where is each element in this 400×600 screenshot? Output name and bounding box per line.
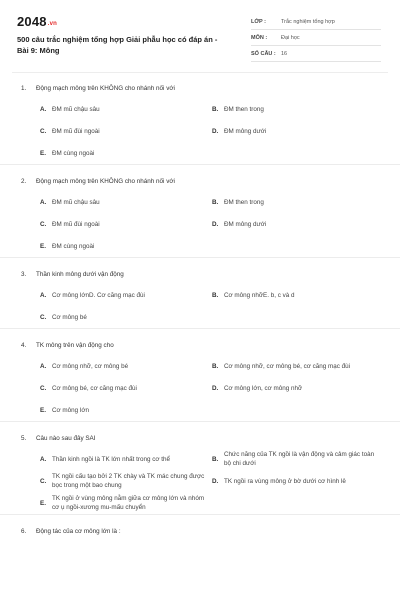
meta-value: Đại học — [281, 34, 300, 41]
answer-option[interactable] — [40, 470, 212, 492]
question-list — [0, 72, 400, 537]
option-text: Cơ mông lớn, cơ mông nhỡ — [224, 384, 303, 392]
page-header — [0, 0, 400, 72]
option-list — [0, 444, 400, 514]
question-header — [0, 175, 400, 187]
answer-option[interactable] — [212, 470, 384, 492]
option-text: ĐM cùng ngoài — [52, 149, 95, 157]
option-text: TK ngồi cấu tạo bởi 2 TK chày và TK mác chung được bọc trong một bao chung — [52, 473, 205, 489]
answer-option[interactable] — [40, 142, 212, 164]
answer-option[interactable] — [212, 98, 384, 120]
question-block — [0, 422, 400, 515]
option-letter: B. — [212, 455, 219, 463]
question-number: 5. — [21, 434, 27, 442]
question-block — [0, 329, 400, 422]
option-text: Cơ mông bé — [52, 313, 87, 321]
answer-option[interactable] — [212, 284, 384, 306]
question-text: Câu nào sau đây SAI — [36, 434, 96, 442]
question-header — [0, 268, 400, 280]
option-text: TK ngồi ra vùng mông ở bờ dưới cơ hình lê — [224, 477, 346, 485]
quiz-title: 500 câu trắc nghiệm tổng hợp Giải phẫu học có đáp án - Bài 9: Mông — [17, 35, 218, 55]
option-letter: B. — [212, 291, 219, 299]
option-text: ĐM then trong — [224, 198, 264, 206]
option-text: Chức năng của TK ngồi là vận động và cảm giác toàn bộ chi dưới — [224, 451, 375, 467]
answer-option[interactable] — [40, 235, 212, 257]
question-header — [0, 339, 400, 351]
option-letter: C. — [40, 220, 47, 228]
option-letter: C. — [40, 384, 47, 392]
answer-option[interactable] — [212, 355, 384, 377]
option-letter: A. — [40, 105, 47, 113]
question-block — [0, 515, 400, 537]
option-text: ĐM mông dưới — [224, 220, 267, 228]
option-letter: A. — [40, 291, 47, 299]
answer-option[interactable] — [40, 355, 212, 377]
option-letter: D. — [212, 384, 219, 392]
question-text: Thần kinh mông dưới vận động — [36, 270, 124, 278]
option-letter: B. — [212, 362, 219, 370]
answer-option[interactable] — [40, 98, 212, 120]
option-letter: E. — [40, 149, 46, 157]
logo-tld: .vn — [47, 21, 58, 27]
meta-value: Trắc nghiệm tổng hợp — [281, 18, 335, 25]
answer-option[interactable] — [40, 377, 212, 399]
option-text: Cơ mông nhỡ, cơ mông bé — [52, 362, 129, 370]
option-letter: C. — [40, 127, 47, 135]
question-number: 6. — [21, 527, 27, 535]
option-letter: E. — [40, 242, 46, 250]
question-text: TK mông trên vận động cho — [36, 341, 114, 349]
meta-value: 16 — [281, 50, 288, 57]
option-letter: B. — [212, 105, 219, 113]
option-text: ĐM mũ đùi ngoài — [52, 127, 100, 135]
option-letter: E. — [40, 499, 46, 507]
option-text: Cơ mông lớnD. Cơ căng mạc đùi — [52, 291, 145, 299]
option-text: Cơ mông nhỡ, cơ mông bé, cơ căng mạc đùi — [224, 362, 351, 370]
answer-option[interactable] — [212, 120, 384, 142]
answer-option[interactable] — [212, 191, 384, 213]
question-block — [0, 258, 400, 329]
option-list — [0, 280, 400, 328]
question-number: 1. — [21, 84, 27, 92]
option-list — [0, 351, 400, 421]
answer-option[interactable] — [40, 213, 212, 235]
question-text: Động mạch mông trên KHÔNG cho nhánh nối với — [36, 84, 175, 92]
option-text: ĐM mũ chậu sâu — [52, 105, 100, 113]
logo-text: 2048 — [17, 14, 47, 29]
answer-option[interactable] — [212, 377, 384, 399]
option-text: ĐM mũ chậu sâu — [52, 198, 100, 206]
meta-row-subject — [251, 30, 381, 46]
option-text: ĐM cùng ngoài — [52, 242, 95, 250]
question-text: Động mạch mông trên KHÔNG cho nhánh nối với — [36, 177, 175, 185]
option-text: ĐM mũ đùi ngoài — [52, 220, 100, 228]
option-text: TK ngồi ở vùng mông nằm giữa cơ mông lớn và nhóm cơ ụ ngồi-xương mu-mấu chuyển — [52, 495, 205, 511]
option-text: Thần kinh ngồi là TK lớn nhất trong cơ thể — [52, 455, 171, 463]
option-letter: A. — [40, 198, 47, 206]
answer-option[interactable] — [40, 306, 212, 328]
option-text: Cơ mông nhỡE. b, c và d — [224, 291, 295, 299]
question-block — [0, 165, 400, 258]
answer-option[interactable] — [40, 492, 212, 514]
answer-option[interactable] — [40, 448, 212, 470]
option-letter: C. — [40, 477, 47, 485]
question-header — [0, 82, 400, 94]
answer-option[interactable] — [40, 284, 212, 306]
question-number: 4. — [21, 341, 27, 349]
answer-option[interactable] — [40, 399, 212, 421]
option-text: ĐM then trong — [224, 105, 264, 113]
meta-key: MÔN : — [251, 34, 268, 41]
option-text: Cơ mông lớn — [52, 406, 89, 414]
option-list — [0, 94, 400, 164]
option-letter: D. — [212, 127, 219, 135]
option-letter: D. — [212, 477, 219, 485]
answer-option[interactable] — [212, 448, 384, 470]
meta-row-class — [251, 14, 381, 30]
question-header — [0, 432, 400, 444]
option-letter: A. — [40, 455, 47, 463]
answer-option[interactable] — [212, 213, 384, 235]
question-number: 2. — [21, 177, 27, 185]
meta-row-count — [251, 46, 381, 62]
meta-key: LỚP : — [251, 18, 266, 25]
answer-option[interactable] — [40, 120, 212, 142]
option-text: ĐM mông dưới — [224, 127, 267, 135]
option-letter: D. — [212, 220, 219, 228]
quiz-meta — [251, 14, 381, 62]
question-header — [0, 525, 400, 537]
question-number: 3. — [21, 270, 27, 278]
option-letter: C. — [40, 313, 47, 321]
option-text: Cơ mông bé, cơ căng mạc đùi — [52, 384, 137, 392]
meta-key: SỐ CÂU : — [251, 50, 276, 57]
answer-option[interactable] — [40, 191, 212, 213]
question-block — [0, 72, 400, 165]
option-list — [0, 187, 400, 257]
option-letter: B. — [212, 198, 219, 206]
option-letter: A. — [40, 362, 47, 370]
option-letter: E. — [40, 406, 46, 414]
question-text: Động tác của cơ mông lớn là : — [36, 527, 121, 535]
